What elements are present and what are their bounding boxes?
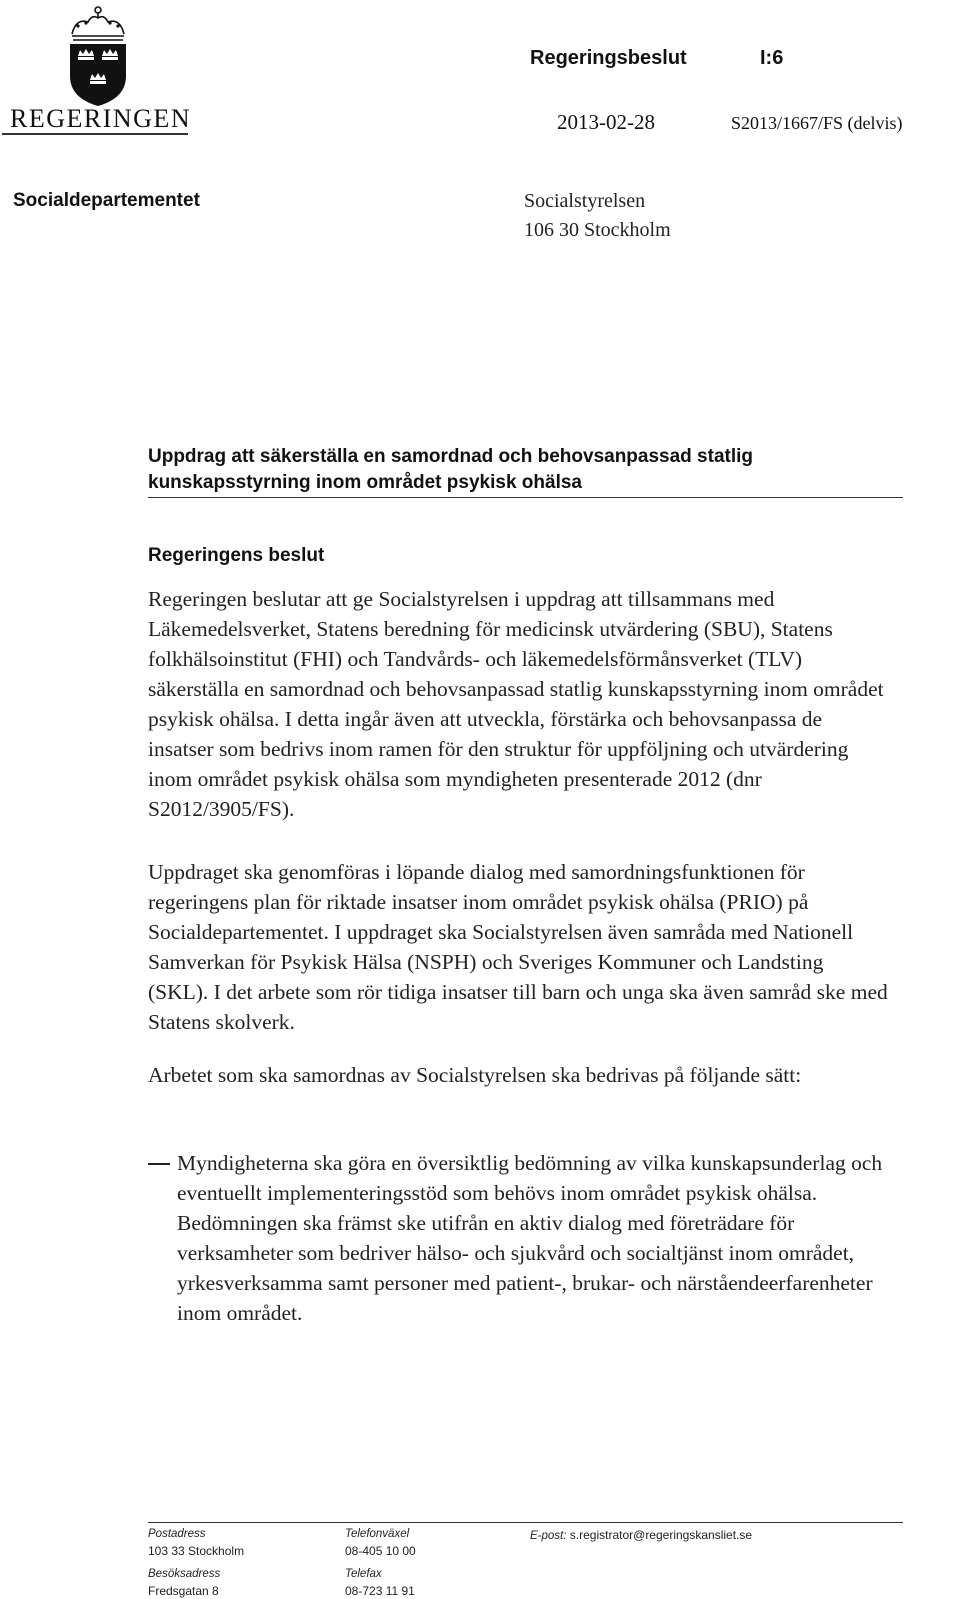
footer-phone-value: 08-405 10 00 <box>345 1544 416 1558</box>
footer-phone-label: Telefonväxel <box>345 1528 410 1540</box>
logo-wordmark: REGERINGEN <box>10 104 192 133</box>
section-heading: Regeringens beslut <box>148 545 325 566</box>
crowned-shield-icon <box>6 4 190 108</box>
footer-fax-label: Telefax <box>345 1568 382 1580</box>
footer-email-value[interactable]: s.registrator@regeringskansliet.se <box>569 1528 753 1542</box>
subject-divider <box>148 497 903 498</box>
decision-number: I:6 <box>760 47 784 69</box>
reference-number: S2013/1667/FS (delvis) <box>731 113 903 133</box>
document-type: Regeringsbeslut <box>530 47 687 69</box>
footer-visit-value: Fredsgatan 8 <box>148 1584 219 1598</box>
body-paragraph: Regeringen beslutar att ge Socialstyrelsen i uppdrag att tillsammans med Läkemedelsverket, Statens beredning för medicinsk utvärdering (SBU), Statens folkhälsoinstitut (FHI) och Tandvårds- och läkemedelsförmånsverket (TLV) säkerställa en samordnad och behovsanpassad statlig kunskapsstyrning inom området psykisk ohälsa. I detta ingår även att utveckla, förstärka och behovsanpassa de insatser som bedrivs inom ramen för den struktur för uppföljning och utvärdering inom området psykisk ohälsa som myndigheten presenterade 2012 (dnr S2012/3905/FS). <box>148 587 884 821</box>
footer-divider <box>148 1522 903 1523</box>
department-name: Socialdepartementet <box>13 190 200 211</box>
footer-email-label: E-post: <box>530 1530 567 1542</box>
logo-divider <box>2 133 188 135</box>
list-item: Myndigheterna ska göra en översiktlig bedömning av vilka kunskapsunderlag och eventuellt implementeringsstöd som behövs inom området psykisk ohälsa. Bedömningen ska främst ske utifrån en aktiv dialog med företrädare för verksamheter som bedriver hälso- och sjukvård och socialtjänst inom området, yrkesverksamma samt personer med patient-, brukar- och närståendeerfarenheter inom området. <box>177 1151 883 1325</box>
decision-date: 2013-02-28 <box>557 110 655 134</box>
footer-email <box>530 1528 752 1542</box>
recipient-name: Socialstyrelsen <box>524 190 646 212</box>
body-paragraph: Arbetet som ska samordnas av Socialstyrelsen ska bedrivas på följande sätt: <box>148 1063 802 1087</box>
document-subject: Uppdrag att säkerställa en samordnad och behovsanpassad statlig kunskapsstyrning inom området psykisk ohälsa <box>148 446 754 493</box>
recipient-address: 106 30 Stockholm <box>524 219 671 241</box>
dash-bullet-icon <box>148 1163 170 1165</box>
footer-postal-label: Postadress <box>148 1528 206 1540</box>
footer-visit-label: Besöksadress <box>148 1568 221 1580</box>
footer-postal-value: 103 33 Stockholm <box>148 1544 245 1558</box>
body-paragraph: Uppdraget ska genomföras i löpande dialog med samordningsfunktionen för regeringens plan för riktade insatser inom området psykisk ohälsa (PRIO) på Socialdepartementet. I uppdraget ska Socialstyrelsen även samråda med Nationell Samverkan för Psykisk Hälsa (NSPH) och Sveriges Kommuner och Landsting (SKL). I det arbete som rör tidiga insatser till barn och unga ska även samråd ske med Statens skolverk. <box>148 860 888 1034</box>
footer-fax-value: 08-723 11 91 <box>345 1584 415 1598</box>
